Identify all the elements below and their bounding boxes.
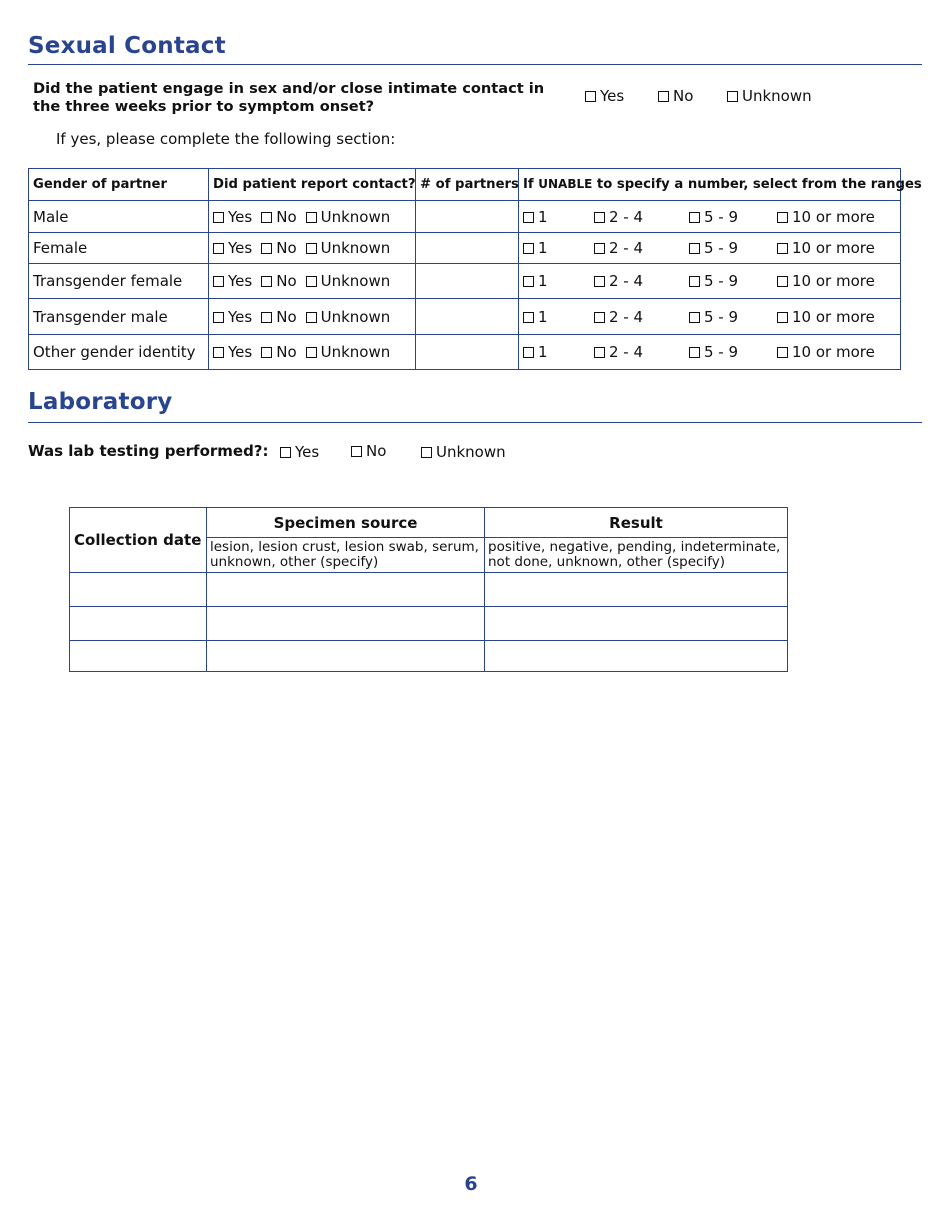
checkbox-icon[interactable]	[689, 347, 700, 358]
header-ranges-caps: UNABLE	[538, 177, 593, 191]
checkbox-icon[interactable]	[261, 347, 272, 358]
option-label: Yes	[228, 272, 253, 290]
range-option-checkbox[interactable]	[594, 308, 689, 326]
report-no-checkbox[interactable]	[261, 343, 296, 361]
checkbox-icon[interactable]	[689, 312, 700, 323]
report-unknown-checkbox[interactable]	[306, 308, 391, 326]
section-divider	[28, 422, 922, 423]
range-option-checkbox[interactable]	[777, 272, 877, 290]
result-desc: positive, negative, pending, indeterminate, not done, unknown, other (specify)	[485, 538, 788, 573]
table-row	[29, 299, 901, 335]
checkbox-icon[interactable]	[280, 447, 291, 458]
collection-date-cell[interactable]	[70, 573, 207, 607]
checkbox-icon[interactable]	[261, 243, 272, 254]
sexual-contact-question: Did the patient engage in sex and/or close intimate contact in the three weeks prior to symptom onset?	[33, 80, 545, 115]
option-label: 10 or more	[792, 207, 875, 226]
option-label: 2 - 4	[609, 307, 644, 326]
range-options-cell	[519, 299, 901, 335]
checkbox-icon[interactable]	[777, 276, 788, 287]
sex-contact-yes-checkbox[interactable]	[585, 87, 624, 105]
option-label: No	[276, 272, 297, 290]
header-result: Result	[485, 508, 788, 538]
option-label: 2 - 4	[609, 272, 644, 290]
lab-unknown-checkbox[interactable]	[421, 443, 506, 461]
specimen-source-cell[interactable]	[207, 641, 485, 672]
option-label: Yes	[600, 87, 625, 105]
range-option-checkbox[interactable]	[777, 308, 877, 326]
lab-results-table	[69, 507, 788, 672]
report-options	[213, 239, 411, 257]
lab-yes-checkbox[interactable]	[280, 443, 319, 461]
partners-count-input[interactable]	[416, 201, 519, 233]
header-collection-date: Collection date	[70, 508, 207, 573]
range-options-cell	[519, 201, 901, 233]
checkbox-icon[interactable]	[727, 91, 738, 102]
partners-count-input[interactable]	[416, 335, 519, 370]
checkbox-icon[interactable]	[594, 276, 605, 287]
report-yes-checkbox[interactable]	[213, 208, 252, 226]
option-label: No	[276, 307, 297, 326]
report-yes-checkbox[interactable]	[213, 308, 252, 326]
checkbox-icon[interactable]	[777, 347, 788, 358]
report-no-checkbox[interactable]	[261, 239, 296, 257]
partner-gender: Other gender identity	[29, 335, 209, 370]
checkbox-icon[interactable]	[777, 212, 788, 223]
option-label: Yes	[295, 443, 320, 461]
option-label: 2 - 4	[609, 343, 644, 361]
option-label: No	[276, 343, 297, 361]
sex-contact-unknown-checkbox[interactable]	[727, 87, 812, 105]
report-contact-cell	[209, 201, 416, 233]
partner-contact-table	[28, 168, 922, 370]
result-cell[interactable]	[485, 573, 788, 607]
report-options	[213, 208, 411, 226]
table-row	[70, 641, 788, 672]
report-yes-checkbox[interactable]	[213, 343, 252, 361]
report-yes-checkbox[interactable]	[213, 272, 252, 290]
result-cell[interactable]	[485, 641, 788, 672]
option-label: Unknown	[320, 239, 391, 257]
checkbox-icon[interactable]	[585, 91, 596, 102]
range-option-checkbox[interactable]	[523, 239, 594, 257]
range-options	[523, 308, 896, 326]
checkbox-icon[interactable]	[658, 91, 669, 102]
range-option-checkbox[interactable]	[523, 308, 594, 326]
checkbox-icon[interactable]	[261, 276, 272, 287]
report-no-checkbox[interactable]	[261, 272, 296, 290]
checkbox-icon[interactable]	[213, 347, 224, 358]
range-option-checkbox[interactable]	[689, 239, 777, 257]
range-option-checkbox[interactable]	[594, 343, 689, 361]
option-label: 5 - 9	[704, 307, 739, 326]
range-option-checkbox[interactable]	[777, 343, 877, 361]
range-option-checkbox[interactable]	[594, 208, 689, 226]
range-option-checkbox[interactable]	[689, 308, 777, 326]
option-label: 1	[538, 239, 548, 257]
checkbox-icon[interactable]	[523, 276, 534, 287]
header-ranges-suffix: to specify a number, select from the ranges	[592, 177, 922, 192]
header-partners: # of partners	[416, 169, 519, 201]
header-report: Did patient report contact?	[209, 169, 416, 201]
option-label: 1	[538, 307, 548, 326]
checkbox-icon[interactable]	[421, 447, 432, 458]
option-label: 10 or more	[792, 239, 875, 257]
lab-testing-question: Was lab testing performed?:	[28, 442, 269, 460]
sex-contact-no-checkbox[interactable]	[658, 87, 693, 105]
option-label: 1	[538, 343, 548, 361]
checkbox-icon[interactable]	[523, 243, 534, 254]
checkbox-icon[interactable]	[777, 312, 788, 323]
checkbox-icon[interactable]	[594, 312, 605, 323]
partners-count-input[interactable]	[416, 299, 519, 335]
range-option-checkbox[interactable]	[689, 208, 777, 226]
checkbox-icon[interactable]	[351, 446, 362, 457]
report-options	[213, 272, 411, 290]
option-label: Yes	[228, 239, 253, 257]
option-label: No	[673, 87, 694, 105]
result-cell[interactable]	[485, 607, 788, 641]
checkbox-icon[interactable]	[777, 243, 788, 254]
report-unknown-checkbox[interactable]	[306, 239, 391, 257]
option-label: 10 or more	[792, 272, 875, 290]
checkbox-icon[interactable]	[523, 347, 534, 358]
option-label: Yes	[228, 207, 253, 226]
option-label: Yes	[228, 307, 253, 326]
lab-header-row	[70, 508, 788, 538]
report-contact-cell	[209, 264, 416, 299]
range-option-checkbox[interactable]	[523, 208, 594, 226]
checkbox-icon[interactable]	[306, 276, 317, 287]
checkbox-icon[interactable]	[594, 347, 605, 358]
specimen-source-cell[interactable]	[207, 573, 485, 607]
range-options	[523, 208, 896, 226]
table-row	[29, 201, 901, 233]
page-number: 6	[464, 1173, 478, 1195]
range-option-checkbox[interactable]	[689, 343, 777, 361]
checkbox-icon[interactable]	[213, 276, 224, 287]
option-label: 1	[538, 272, 548, 290]
report-contact-cell	[209, 335, 416, 370]
checkbox-icon[interactable]	[261, 212, 272, 223]
report-contact-cell	[209, 233, 416, 264]
range-option-checkbox[interactable]	[689, 272, 777, 290]
table-row	[70, 573, 788, 607]
table-row	[70, 607, 788, 641]
checkbox-icon[interactable]	[306, 312, 317, 323]
header-ranges-prefix: If	[523, 177, 539, 192]
option-label: Unknown	[320, 207, 391, 226]
option-label: Unknown	[742, 87, 812, 105]
option-label: 1	[538, 207, 548, 226]
checkbox-icon[interactable]	[689, 243, 700, 254]
checkbox-icon[interactable]	[523, 212, 534, 223]
instruction-note: If yes, please complete the following section:	[56, 130, 396, 148]
checkbox-icon[interactable]	[523, 312, 534, 323]
option-label: 10 or more	[792, 307, 875, 326]
option-label: Unknown	[320, 272, 391, 290]
option-label: Unknown	[436, 443, 506, 461]
range-option-checkbox[interactable]	[594, 272, 689, 290]
table-row	[29, 264, 901, 299]
specimen-source-desc: lesion, lesion crust, lesion swab, serum, unknown, other (specify)	[207, 538, 485, 573]
table-header-row	[29, 169, 901, 201]
range-options	[523, 272, 896, 290]
report-unknown-checkbox[interactable]	[306, 272, 391, 290]
report-unknown-checkbox[interactable]	[306, 343, 391, 361]
option-label: 5 - 9	[704, 343, 739, 361]
section-divider	[28, 64, 922, 65]
table-row	[29, 335, 901, 370]
header-gender: Gender of partner	[29, 169, 209, 201]
range-options-cell	[519, 335, 901, 370]
report-options	[213, 343, 411, 361]
sexual-contact-title: Sexual Contact	[28, 33, 226, 59]
checkbox-icon[interactable]	[306, 347, 317, 358]
checkbox-icon[interactable]	[306, 212, 317, 223]
table-row	[29, 233, 901, 264]
range-option-checkbox[interactable]	[523, 343, 594, 361]
report-no-checkbox[interactable]	[261, 308, 296, 326]
option-label: Yes	[228, 343, 253, 361]
checkbox-icon[interactable]	[213, 243, 224, 254]
range-options	[523, 239, 896, 257]
option-label: 5 - 9	[704, 207, 739, 226]
range-options-cell	[519, 264, 901, 299]
header-specimen-source: Specimen source	[207, 508, 485, 538]
option-label: No	[276, 239, 297, 257]
checkbox-icon[interactable]	[213, 212, 224, 223]
option-label: 2 - 4	[609, 239, 644, 257]
checkbox-icon[interactable]	[261, 312, 272, 323]
checkbox-icon[interactable]	[594, 243, 605, 254]
collection-date-cell[interactable]	[70, 607, 207, 641]
option-label: 10 or more	[792, 343, 875, 361]
checkbox-icon[interactable]	[306, 243, 317, 254]
partner-gender: Transgender male	[29, 299, 209, 335]
option-label: Unknown	[320, 307, 391, 326]
checkbox-icon[interactable]	[689, 276, 700, 287]
report-contact-cell	[209, 299, 416, 335]
report-no-checkbox[interactable]	[261, 208, 296, 226]
partner-gender: Male	[29, 201, 209, 233]
option-label: 5 - 9	[704, 272, 739, 290]
partners-count-input[interactable]	[416, 233, 519, 264]
collection-date-cell[interactable]	[70, 641, 207, 672]
option-label: No	[366, 442, 387, 460]
report-options	[213, 308, 411, 326]
partner-gender: Female	[29, 233, 209, 264]
option-label: 2 - 4	[609, 207, 644, 226]
laboratory-title: Laboratory	[28, 389, 173, 415]
range-options	[523, 343, 896, 361]
lab-no-checkbox[interactable]	[351, 442, 386, 460]
range-option-checkbox[interactable]	[594, 239, 689, 257]
specimen-source-cell[interactable]	[207, 607, 485, 641]
option-label: Unknown	[320, 343, 391, 361]
range-option-checkbox[interactable]	[777, 239, 877, 257]
range-option-checkbox[interactable]	[523, 272, 594, 290]
report-unknown-checkbox[interactable]	[306, 208, 391, 226]
checkbox-icon[interactable]	[689, 212, 700, 223]
report-yes-checkbox[interactable]	[213, 239, 252, 257]
checkbox-icon[interactable]	[213, 312, 224, 323]
range-options-cell	[519, 233, 901, 264]
checkbox-icon[interactable]	[594, 212, 605, 223]
option-label: 5 - 9	[704, 239, 739, 257]
range-option-checkbox[interactable]	[777, 208, 877, 226]
partner-gender: Transgender female	[29, 264, 209, 299]
partners-count-input[interactable]	[416, 264, 519, 299]
option-label: No	[276, 207, 297, 226]
header-ranges	[519, 169, 922, 201]
